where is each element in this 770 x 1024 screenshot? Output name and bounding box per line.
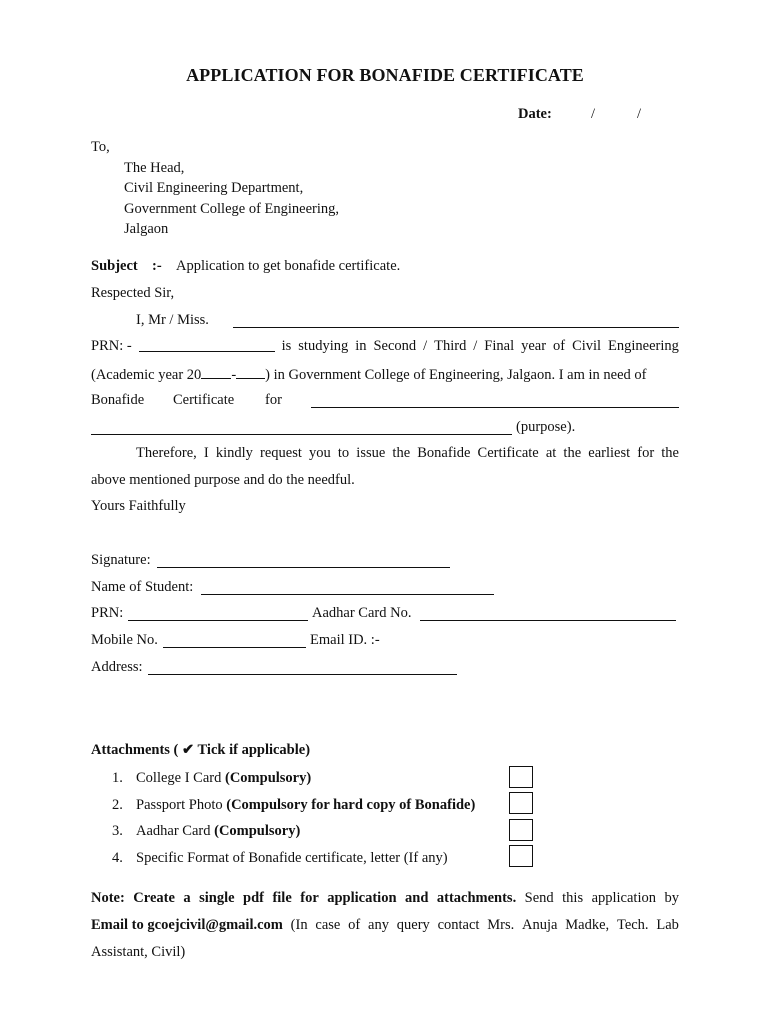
note-word: Anuja xyxy=(522,917,558,933)
attachment-number: 3. xyxy=(112,823,123,839)
attachment-number: 4. xyxy=(112,850,123,866)
attachment-item-text: Specific Format of Bonafide certificate, letter (If any) xyxy=(136,850,448,866)
note-word: Note: xyxy=(91,890,125,906)
attachment-number: 2. xyxy=(112,797,123,813)
body-line-2 xyxy=(91,339,679,354)
note-word: Mrs. xyxy=(487,917,515,933)
page-title: APPLICATION FOR BONAFIDE CERTIFICATE xyxy=(186,65,584,85)
name-prefix: I, Mr / Miss. xyxy=(136,312,209,328)
address-label: Address: xyxy=(91,659,143,675)
prn-label: PRN: xyxy=(91,605,124,621)
email-address: Email to gcoejcivil@gmail.com xyxy=(91,917,283,933)
student-name-label: Name of Student: xyxy=(91,579,194,595)
aadhar-field-blank[interactable] xyxy=(420,608,676,621)
date-label: Date: xyxy=(518,106,552,122)
body-word: studying xyxy=(298,338,349,354)
note-word: Lab xyxy=(656,917,679,933)
note-word: case xyxy=(315,917,341,933)
note-word: query xyxy=(396,917,430,933)
body-word: Civil xyxy=(572,338,602,354)
note-word: of xyxy=(348,917,361,933)
note-word: application xyxy=(591,890,656,906)
prn-blank[interactable] xyxy=(139,339,275,352)
date-separator-1: / xyxy=(591,106,596,122)
body-word: Second xyxy=(373,338,417,354)
body-word: / xyxy=(473,338,478,354)
note-word: this xyxy=(562,890,584,906)
aadhar-label: Aadhar Card No. xyxy=(312,605,412,621)
attachment-checkbox-aadhar-card[interactable] xyxy=(509,819,533,841)
note-line-2 xyxy=(91,918,679,933)
note-word: attachments. xyxy=(436,890,517,906)
prn-prefix: PRN: - xyxy=(91,338,132,354)
note-word: for xyxy=(300,890,319,906)
subject-separator: :- xyxy=(152,258,162,274)
recipient-line: Government College of Engineering, xyxy=(124,201,340,217)
email-label: Email ID. :- xyxy=(310,632,380,648)
note-word: Madke, xyxy=(565,917,610,933)
attachments-heading: Attachments ( ✔ Tick if applicable) xyxy=(91,742,311,758)
attachment-item-text: Aadhar Card xyxy=(136,823,215,839)
note-word: application xyxy=(327,890,397,906)
attachment-item-requirement: (Compulsory) xyxy=(214,823,301,839)
note-word: single xyxy=(199,890,235,906)
attachment-item xyxy=(136,851,448,866)
subject-label: Subject xyxy=(91,258,138,274)
body-word: / xyxy=(423,338,428,354)
body-word: is xyxy=(281,338,292,354)
mobile-field-blank[interactable] xyxy=(163,635,306,648)
note-word: Send xyxy=(524,890,554,906)
academic-year-dash: - xyxy=(231,367,237,383)
body-word: Third xyxy=(434,338,467,354)
attachment-checkbox-passport-photo[interactable] xyxy=(509,792,533,814)
note-word: by xyxy=(664,890,679,906)
student-name-field-blank[interactable] xyxy=(201,582,494,595)
body-word: in xyxy=(355,338,367,354)
body-word: Certificate xyxy=(173,392,235,408)
purpose-blank-1[interactable] xyxy=(311,395,679,408)
attachment-number: 1. xyxy=(112,770,123,786)
note-word: any xyxy=(368,917,389,933)
prn-field-blank[interactable] xyxy=(128,608,308,621)
purpose-blank-2[interactable] xyxy=(91,422,512,435)
date-separator-2: / xyxy=(637,106,642,122)
attachment-item xyxy=(136,771,311,786)
note-word: and xyxy=(405,890,429,906)
signature-blank[interactable] xyxy=(157,555,450,568)
signature-label: Signature: xyxy=(91,552,151,568)
recipient-line: The Head, xyxy=(124,160,185,176)
note-word: pdf xyxy=(243,890,264,906)
body-line-3 xyxy=(91,366,679,383)
request-line-2: above mentioned purpose and do the needful. xyxy=(91,472,355,488)
request-line-1: Therefore, I kindly request you to issue the Bonafide Certificate at the earliest for the xyxy=(136,445,679,461)
mobile-label: Mobile No. xyxy=(91,632,158,648)
subject-text: Application to get bonafide certificate. xyxy=(176,258,401,274)
student-name-blank[interactable] xyxy=(233,315,679,328)
note-word: file xyxy=(272,890,292,906)
body-word: for xyxy=(265,392,282,408)
attachment-item-requirement: (Compulsory for hard copy of Bonafide) xyxy=(226,797,476,813)
closing: Yours Faithfully xyxy=(91,498,186,514)
note-word: Create xyxy=(133,890,175,906)
attachment-item-text: College I Card xyxy=(136,770,225,786)
body-word: of xyxy=(553,338,566,354)
recipient-line: Jalgaon xyxy=(124,221,169,237)
attachment-item xyxy=(136,824,300,839)
academic-year-rest: ) in Government College of Engineering, Jalgaon. I am in need of xyxy=(265,367,647,383)
salutation: Respected Sir, xyxy=(91,285,175,301)
purpose-suffix: (purpose). xyxy=(516,419,576,435)
body-word: Final xyxy=(484,338,515,354)
body-word: year xyxy=(521,338,547,354)
note-word: a xyxy=(183,890,191,906)
note-line-3: Assistant, Civil) xyxy=(91,944,186,960)
attachment-item-requirement: (Compulsory) xyxy=(225,770,312,786)
attachment-checkbox-specific-format[interactable] xyxy=(509,845,533,867)
academic-year-end-blank[interactable] xyxy=(236,366,265,379)
body-word: Bonafide xyxy=(91,392,145,408)
body-word: Engineering xyxy=(608,338,679,354)
recipient-line: Civil Engineering Department, xyxy=(124,180,304,196)
note-line-1 xyxy=(91,891,679,906)
attachment-checkbox-college-id[interactable] xyxy=(509,766,533,788)
attachment-item-text: Passport Photo xyxy=(136,797,227,813)
note-word: (In xyxy=(290,917,308,933)
recipient-to: To, xyxy=(91,139,110,155)
note-word: Tech. xyxy=(616,917,649,933)
note-word: contact xyxy=(437,917,480,933)
address-field-blank[interactable] xyxy=(148,662,457,675)
academic-year-prefix: (Academic year 20 xyxy=(91,367,202,383)
attachment-item xyxy=(136,798,475,813)
academic-year-start-blank[interactable] xyxy=(201,366,231,379)
